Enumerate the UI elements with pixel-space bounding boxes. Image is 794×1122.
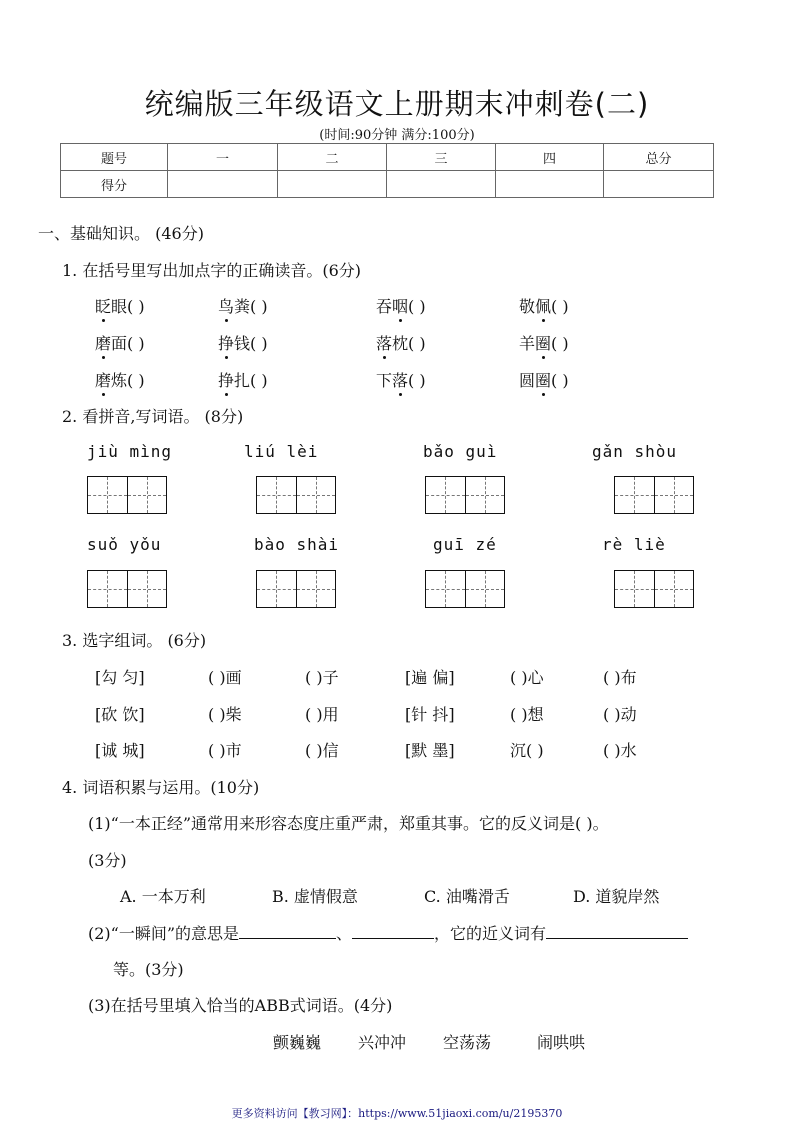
score-cell: [278, 171, 387, 198]
pronunciation-item: [218, 331, 268, 354]
writing-grid[interactable]: [87, 476, 167, 514]
option-c: C. 油嘴滑舌: [424, 887, 510, 906]
pronunciation-item: [95, 368, 145, 391]
character-choice: [针 抖]: [405, 705, 455, 724]
pronunciation-item: [519, 294, 569, 317]
character-choice: [砍 饮]: [95, 705, 145, 724]
question-3-prompt: 3. 选字组词。 (6分): [62, 631, 207, 650]
answer-blank[interactable]: [239, 922, 336, 939]
pronunciation-item: [95, 331, 145, 354]
score-header-cell: 总分: [604, 144, 714, 171]
abb-word: 兴冲冲: [358, 1033, 407, 1052]
word-blank[interactable]: 沉( ): [510, 741, 544, 760]
question-1-prompt: 1. 在括号里写出加点字的正确读音。(6分): [62, 261, 362, 280]
dotted-character: 鸟: [218, 294, 234, 317]
answer-blank[interactable]: [546, 922, 688, 939]
writing-grid[interactable]: [614, 570, 694, 608]
pronunciation-item: [519, 331, 569, 354]
item-answer-bracket[interactable]: 眼( ): [111, 297, 145, 316]
item-answer-bracket[interactable]: ( ): [408, 371, 426, 390]
character-choice: [默 墨]: [405, 741, 455, 760]
dotted-character: 佩: [535, 294, 551, 317]
word-blank[interactable]: ( )市: [208, 741, 242, 760]
abb-word: 闹哄哄: [537, 1033, 586, 1052]
item-text: 敬: [519, 297, 536, 316]
abb-word: 空荡荡: [443, 1033, 492, 1052]
question-4-prompt: 4. 词语积累与运用。(10分): [62, 778, 260, 797]
item-answer-bracket[interactable]: ( ): [551, 371, 569, 390]
dotted-character: 磨: [95, 331, 111, 354]
writing-grid[interactable]: [614, 476, 694, 514]
pronunciation-item: [95, 294, 145, 317]
pronunciation-item: [519, 368, 569, 391]
abb-word: 颤巍巍: [273, 1033, 322, 1052]
pinyin-label: guī zé: [433, 535, 497, 554]
footer-link[interactable]: 更多资料访问【教习网】：https://www.51jiaoxi.com/u/2195370: [231, 1107, 563, 1120]
word-blank[interactable]: ( )布: [603, 668, 637, 687]
dotted-character: 圈: [535, 331, 551, 354]
item-text: 圆: [519, 371, 536, 390]
score-cell: [387, 171, 496, 198]
pronunciation-item: [376, 331, 426, 354]
dotted-character: 挣: [218, 368, 234, 391]
dotted-character: 磨: [95, 368, 111, 391]
score-header-cell: 三: [387, 144, 496, 171]
pronunciation-item: [376, 294, 426, 317]
item-answer-bracket[interactable]: 面( ): [111, 334, 145, 353]
item-answer-bracket[interactable]: ( ): [551, 334, 569, 353]
question-4-sub3: (3)在括号里填入恰当的ABB式词语。(4分): [88, 996, 393, 1015]
dotted-character: 眨: [95, 294, 111, 317]
writing-grid[interactable]: [425, 476, 505, 514]
word-blank[interactable]: ( )心: [510, 668, 544, 687]
dotted-character: 落: [392, 368, 408, 391]
question-4-sub1: (1)“一本正经”通常用来形容态度庄重严肃，郑重其事。它的反义词是( )。: [88, 814, 609, 833]
dotted-character: 挣: [218, 331, 234, 354]
sub2-separator: 、: [336, 924, 353, 943]
score-cell: [496, 171, 604, 198]
writing-grid[interactable]: [256, 476, 336, 514]
sub2-text-a: (2)“一瞬间”的意思是: [88, 924, 240, 943]
question-2-prompt: 2. 看拼音,写词语。 (8分): [62, 407, 244, 426]
item-answer-bracket[interactable]: 粪( ): [234, 297, 268, 316]
sub2-text-b: ，它的近义词有: [434, 924, 547, 943]
exam-subtitle: (时间:90分钟 满分:100分): [319, 128, 475, 143]
page-title: 统编版三年级语文上册期末冲刺卷(二): [144, 87, 650, 121]
score-header-cell: 二: [278, 144, 387, 171]
item-answer-bracket[interactable]: ( ): [408, 297, 426, 316]
word-blank[interactable]: ( )想: [510, 705, 544, 724]
item-answer-bracket[interactable]: 钱( ): [234, 334, 268, 353]
item-text: 下: [376, 371, 393, 390]
word-blank[interactable]: ( )子: [305, 668, 339, 687]
item-answer-bracket[interactable]: 枕( ): [392, 334, 426, 353]
score-header-cell: 一: [168, 144, 278, 171]
character-choice: [勾 匀]: [95, 668, 145, 687]
word-blank[interactable]: ( )用: [305, 705, 339, 724]
writing-grid[interactable]: [425, 570, 505, 608]
item-text: 羊: [519, 334, 536, 353]
score-header-cell: 题号: [61, 144, 168, 171]
pinyin-label: bào shài: [254, 535, 340, 554]
pinyin-label: jiù mìng: [87, 442, 173, 461]
score-table-score-row: [61, 171, 714, 198]
pronunciation-item: [376, 368, 426, 391]
pinyin-label: bǎo guì: [423, 442, 498, 461]
pronunciation-item: [218, 294, 268, 317]
word-blank[interactable]: ( )信: [305, 741, 339, 760]
dotted-character: 咽: [392, 294, 408, 317]
word-blank[interactable]: ( )动: [603, 705, 637, 724]
item-answer-bracket[interactable]: 炼( ): [111, 371, 145, 390]
score-row-label: 得分: [61, 171, 168, 198]
question-4-sub2: [88, 921, 688, 944]
score-table: [60, 143, 714, 198]
dotted-character: 圈: [535, 368, 551, 391]
writing-grid[interactable]: [87, 570, 167, 608]
pinyin-label: gǎn shòu: [592, 442, 678, 461]
score-cell: [168, 171, 278, 198]
item-answer-bracket[interactable]: ( ): [551, 297, 569, 316]
pinyin-label: liú lèi: [244, 442, 319, 461]
word-blank[interactable]: ( )画: [208, 668, 242, 687]
item-answer-bracket[interactable]: 扎( ): [234, 371, 268, 390]
pinyin-label: rè liè: [602, 535, 666, 554]
dotted-character: 落: [376, 331, 392, 354]
word-blank[interactable]: ( )柴: [208, 705, 242, 724]
score-header-cell: 四: [496, 144, 604, 171]
option-a: A. 一本万利: [120, 887, 206, 906]
character-choice: [诚 城]: [95, 741, 145, 760]
pinyin-label: suǒ yǒu: [87, 535, 162, 554]
word-blank[interactable]: ( )水: [603, 741, 637, 760]
option-d: D. 道貌岸然: [573, 887, 660, 906]
answer-blank[interactable]: [352, 922, 434, 939]
writing-grid[interactable]: [256, 570, 336, 608]
character-choice: [遍 偏]: [405, 668, 455, 687]
score-table-header-row: [61, 144, 714, 171]
item-text: 吞: [376, 297, 393, 316]
question-4-sub2-end: 等。(3分): [113, 960, 184, 979]
pronunciation-item: [218, 368, 268, 391]
score-cell: [604, 171, 714, 198]
section-heading: 一、基础知识。 (46分): [38, 224, 204, 243]
question-4-sub1-score: (3分): [88, 851, 127, 870]
option-b: B. 虚情假意: [272, 887, 358, 906]
